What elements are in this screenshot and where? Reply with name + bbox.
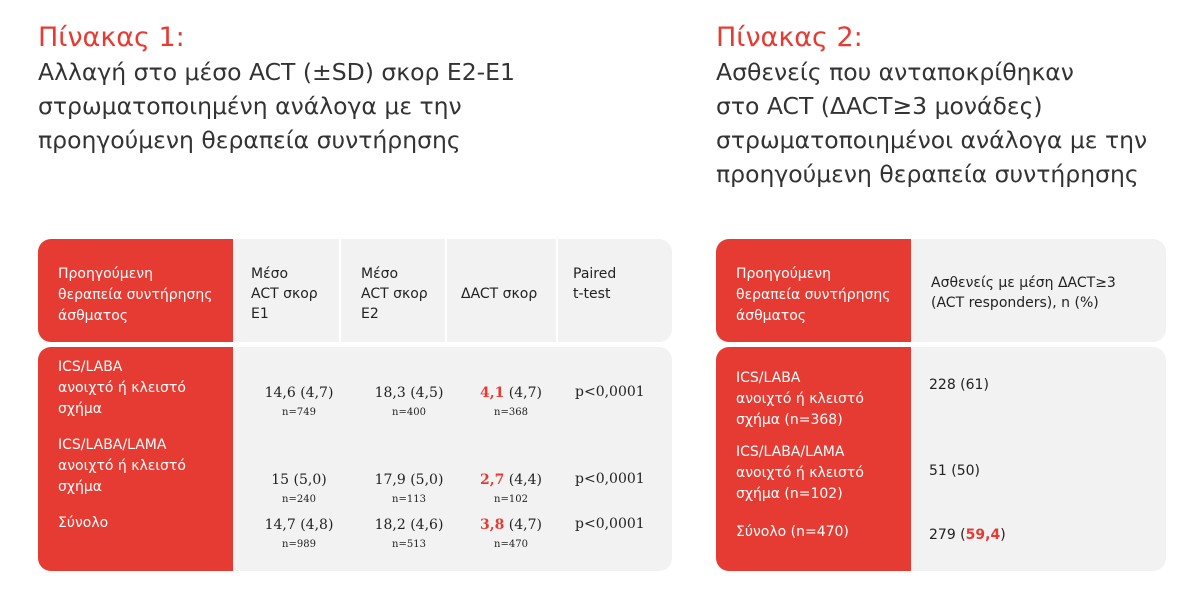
table1-body bbox=[38, 347, 672, 571]
table2-header bbox=[716, 239, 1166, 342]
table2-header-label-cell bbox=[716, 239, 911, 342]
row-label-line: σχήμα (n=368) bbox=[736, 412, 843, 428]
table1-e1-cell bbox=[246, 516, 352, 552]
table1-subtitle-line: στρωματοποιημένη ανάλογα με την bbox=[38, 92, 462, 120]
cell-n: n=368 bbox=[494, 407, 528, 418]
row-label-line: ανοιχτό ή κλειστό bbox=[736, 391, 864, 407]
table1-header-e2 bbox=[361, 264, 428, 324]
table1-header-label-cell bbox=[38, 239, 233, 342]
table1-header-col0-line: θεραπεία συντήρησης bbox=[58, 287, 213, 303]
cell-value: 279 ( bbox=[929, 527, 966, 543]
delta-highlight: 2,7 bbox=[480, 472, 505, 488]
row-label-line: Σύνολο (n=470) bbox=[736, 524, 849, 540]
table1-p-cell: p<0,0001 bbox=[575, 384, 645, 400]
table2-body bbox=[716, 347, 1166, 571]
table1-e1-cell bbox=[246, 384, 352, 420]
table2-value-cell bbox=[929, 527, 1006, 543]
table1-header-delta: ΔACT σκορ bbox=[461, 286, 538, 302]
header-line: E2 bbox=[361, 306, 379, 322]
table2-value-cell: 228 (61) bbox=[929, 377, 989, 393]
table2 bbox=[716, 239, 1166, 571]
table2-label: Πίνακας 2: bbox=[716, 22, 863, 53]
table1-e2-cell bbox=[356, 471, 462, 507]
table2-value-cell: 51 (50) bbox=[929, 463, 981, 479]
cell-n: n=240 bbox=[282, 494, 316, 505]
cell-value: 17,9 (5,0) bbox=[374, 472, 444, 488]
table2-header-responders bbox=[931, 273, 1116, 313]
row-label-line: σχήμα (n=102) bbox=[736, 486, 843, 502]
table1-header-ttest bbox=[573, 264, 616, 304]
table-row-label bbox=[736, 442, 864, 505]
cell-n: n=400 bbox=[392, 407, 426, 418]
table1-delta-cell bbox=[456, 384, 566, 420]
table-row-label bbox=[736, 522, 849, 543]
table2-subtitle-line: στρωματοποιημένοι ανάλογα με την bbox=[716, 126, 1148, 154]
header-line: Paired bbox=[573, 266, 617, 282]
header-line: Ασθενείς με μέση ΔACT≥3 bbox=[931, 275, 1116, 291]
table1-delta-cell bbox=[456, 516, 566, 552]
cell-value: 14,6 (4,7) bbox=[264, 385, 334, 401]
table2-header-col0-line: Προηγούμενη bbox=[736, 266, 831, 282]
cell-value: (4,7) bbox=[504, 385, 542, 401]
row-label-line: ICS/LABA/LAMA bbox=[736, 444, 845, 460]
delta-highlight: 4,1 bbox=[480, 385, 505, 401]
table1-header-col0-line: Προηγούμενη bbox=[58, 266, 153, 282]
column-divider bbox=[445, 239, 447, 342]
column-divider bbox=[556, 239, 558, 342]
table1-header-col0-line: άσθματος bbox=[58, 308, 129, 324]
header-line: ACT σκορ bbox=[251, 286, 318, 302]
header-line: Μέσο bbox=[361, 266, 399, 282]
cell-value: 15 (5,0) bbox=[271, 472, 327, 488]
cell-n: n=989 bbox=[282, 539, 316, 550]
table1-header-e1 bbox=[251, 264, 318, 324]
table1-label: Πίνακας 1: bbox=[38, 22, 185, 53]
cell-value: 18,3 (4,5) bbox=[374, 385, 444, 401]
table1-e2-cell bbox=[356, 516, 462, 552]
table-row-label bbox=[58, 435, 186, 498]
cell-n: n=102 bbox=[494, 494, 528, 505]
cell-value: (4,4) bbox=[504, 472, 542, 488]
header-line: Μέσο bbox=[251, 266, 289, 282]
table1-e1-cell bbox=[246, 471, 352, 507]
table2-subtitle-line: Ασθενείς που ανταποκρίθηκαν bbox=[716, 58, 1074, 86]
cell-value: ) bbox=[1000, 527, 1006, 543]
cell-n: n=513 bbox=[392, 539, 426, 550]
row-label-line: ανοιχτό ή κλειστό bbox=[58, 380, 186, 396]
cell-n: n=470 bbox=[494, 539, 528, 550]
cell-n: n=749 bbox=[282, 407, 316, 418]
table-row-label bbox=[58, 513, 108, 534]
table1-subtitle-line: προηγούμενη θεραπεία συντήρησης bbox=[38, 126, 461, 154]
column-divider bbox=[339, 239, 341, 342]
table1-delta-cell bbox=[456, 471, 566, 507]
table2-subtitle-line: προηγούμενη θεραπεία συντήρησης bbox=[716, 160, 1139, 188]
header-line: t-test bbox=[573, 286, 611, 302]
table1-row-label-column bbox=[38, 347, 233, 571]
cell-value: (4,7) bbox=[504, 517, 542, 533]
table1-title-block bbox=[38, 21, 515, 157]
table1-header bbox=[38, 239, 672, 342]
table2-title-block bbox=[716, 21, 1147, 191]
row-label-line: σχήμα bbox=[58, 479, 102, 495]
table2-header-col0-line: θεραπεία συντήρησης bbox=[736, 287, 891, 303]
percent-highlight: 59,4 bbox=[965, 527, 1001, 543]
table1-subtitle-line: Αλλαγή στο μέσο ACT (±SD) σκορ E2-E1 bbox=[38, 58, 515, 86]
row-label-line: ανοιχτό ή κλειστό bbox=[736, 465, 864, 481]
header-line: E1 bbox=[251, 306, 269, 322]
table2-row-label-column bbox=[716, 347, 911, 571]
cell-n: n=113 bbox=[392, 494, 426, 505]
table2-subtitle-line: στο ACT (ΔACT≥3 μονάδες) bbox=[716, 92, 1043, 120]
table1 bbox=[38, 239, 672, 571]
row-label-line: ανοιχτό ή κλειστό bbox=[58, 458, 186, 474]
header-line: (ACT responders), n (%) bbox=[931, 295, 1099, 311]
table2-header-col0-line: άσθματος bbox=[736, 308, 807, 324]
row-label-line: Σύνολο bbox=[58, 515, 109, 531]
table-row-label bbox=[58, 357, 186, 420]
table1-e2-cell bbox=[356, 384, 462, 420]
cell-value: 14,7 (4,8) bbox=[264, 517, 334, 533]
row-label-line: σχήμα bbox=[58, 401, 102, 417]
table1-p-cell: p<0,0001 bbox=[575, 516, 645, 532]
row-label-line: ICS/LABA/LAMA bbox=[58, 437, 167, 453]
row-label-line: ICS/LABA bbox=[58, 359, 123, 375]
table1-p-cell: p<0,0001 bbox=[575, 471, 645, 487]
delta-highlight: 3,8 bbox=[480, 517, 505, 533]
cell-value: 18,2 (4,6) bbox=[374, 517, 444, 533]
header-line: ACT σκορ bbox=[361, 286, 428, 302]
row-label-line: ICS/LABA bbox=[736, 370, 801, 386]
table-row-label bbox=[736, 368, 864, 431]
